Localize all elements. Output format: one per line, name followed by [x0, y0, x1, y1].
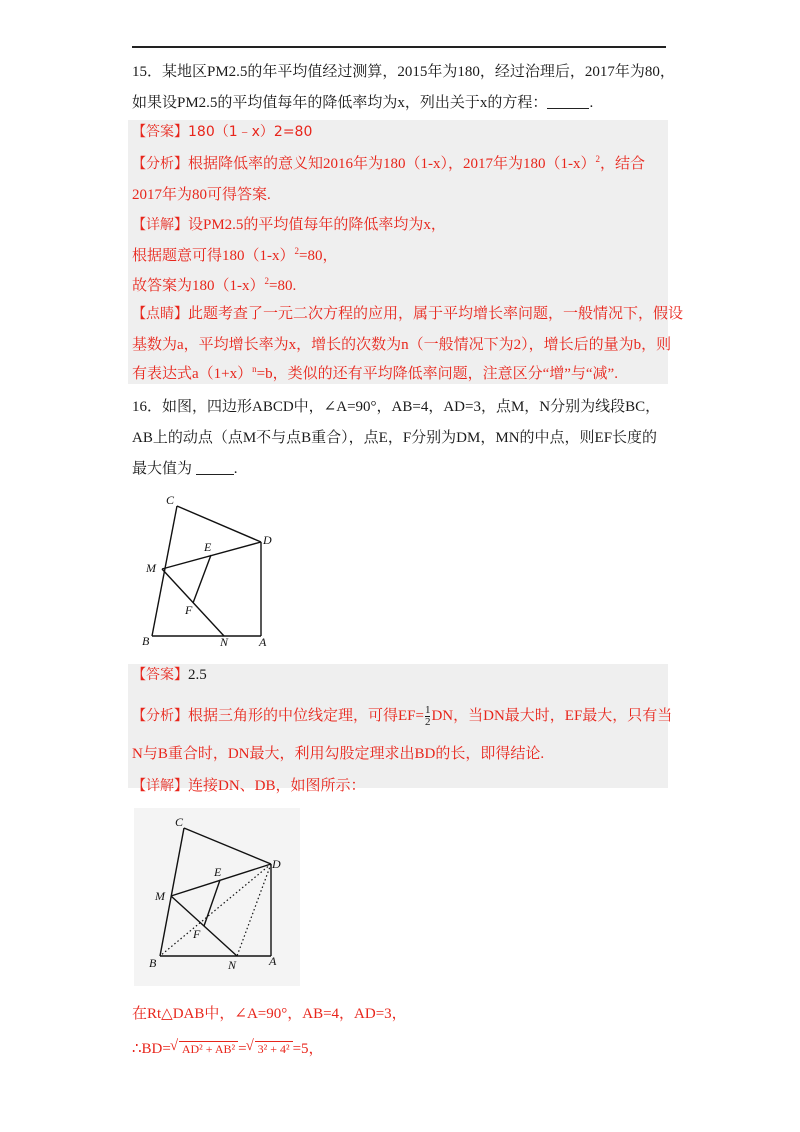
q16-analysis-2: N与B重合时，DN最大，利用勾股定理求出BD的长，即得结论.	[132, 746, 545, 762]
label-f: F	[193, 927, 201, 941]
label-m: M	[146, 561, 156, 575]
segment-ef	[193, 555, 211, 603]
label-a: A	[269, 954, 277, 968]
label-c: C	[166, 493, 175, 507]
label-n: N	[220, 635, 229, 649]
sqrt-3-4: √ 3² + 4²	[255, 1041, 293, 1056]
q15-detail-1: 【详解】设PM2.5的平均值每年的降低率均为x，	[132, 217, 446, 233]
sqrt-ad-ab: √ AD² + AB²	[179, 1041, 238, 1056]
q15-analysis-2: 2017年为80可得答案.	[132, 187, 271, 203]
geometry-figure-1	[136, 490, 286, 650]
label-c: C	[175, 815, 184, 829]
label-n: N	[228, 958, 237, 972]
label-e: E	[214, 865, 222, 879]
q15-line1: 15．某地区PM2.5的年平均值经过测算，2015年为180，经过治理后，2017年为80，	[132, 64, 675, 80]
label-b: B	[149, 956, 157, 970]
q16-analysis-1: 【分析】根据三角形的中位线定理，可得$EF=\frac{1}{2}$ DN，当DN最大时，EF最大，只有当	[132, 704, 673, 729]
fraction-one-half: $\frac{1}{2}$	[424, 704, 431, 729]
q16-answer: 【答案】2.5	[132, 667, 207, 683]
label-d: D	[272, 857, 281, 871]
q16-line3: 最大值为 .	[132, 461, 238, 477]
q16-detail-3: ∴BD=√ AD² + AB² =√ 3² + 4² =5，	[132, 1038, 324, 1060]
label-f: F	[185, 603, 193, 617]
q15-comment-2: 基数为a，平均增长率为x，增长的次数为n（一般情况下为2），增长后的量为b，则	[132, 337, 672, 353]
label-b: B	[142, 634, 150, 648]
q15-detail-2: 根据题意可得$180(1-x)^2=80$，	[132, 246, 338, 264]
q16-blank	[196, 460, 234, 475]
label-a: A	[259, 635, 267, 649]
q15-comment-1: 【点睛】此题考查了一元二次方程的应用，属于平均增长率问题，一般情况下，假设	[132, 306, 684, 322]
q16-detail-2: 在Rt△DAB中，∠A=90°，AB=4，AD=3，	[132, 1006, 407, 1022]
label-m: M	[155, 889, 165, 903]
q15-answer: 【答案】180（1﹣x）2=80	[132, 124, 313, 140]
edge-cd	[177, 506, 261, 542]
q15-blank	[547, 94, 589, 109]
top-rule	[132, 46, 666, 48]
q15-comment-3: 有表达式$a(1+x)^n=b$，类似的还有平均降低率问题，注意区分“增”与“减”.	[132, 364, 618, 382]
q16-line1: 16．如图，四边形ABCD中，∠A=90°，AB=4，AD=3，点M，N分别为线段BC，	[132, 399, 661, 415]
q15-analysis-1: 【分析】根据降低率的意义知2016年为180（1-x），2017年为$180(1-x)^2$，结合	[132, 154, 646, 172]
label-e: E	[204, 540, 212, 554]
q15-detail-3: 故答案为$180(1-x)^2=80$.	[132, 276, 297, 294]
q16-line2: AB上的动点（点M不与点B重合），点E，F分别为DM，MN的中点，则EF长度的	[132, 430, 658, 446]
q15-line2: 如果设PM2.5的平均值每年的降低率均为x，列出关于x的方程： .	[132, 95, 594, 111]
geometry-figure-2	[134, 808, 300, 986]
q16-detail-1: 【详解】连接DN、DB，如图所示：	[132, 778, 366, 794]
label-d: D	[263, 533, 272, 547]
